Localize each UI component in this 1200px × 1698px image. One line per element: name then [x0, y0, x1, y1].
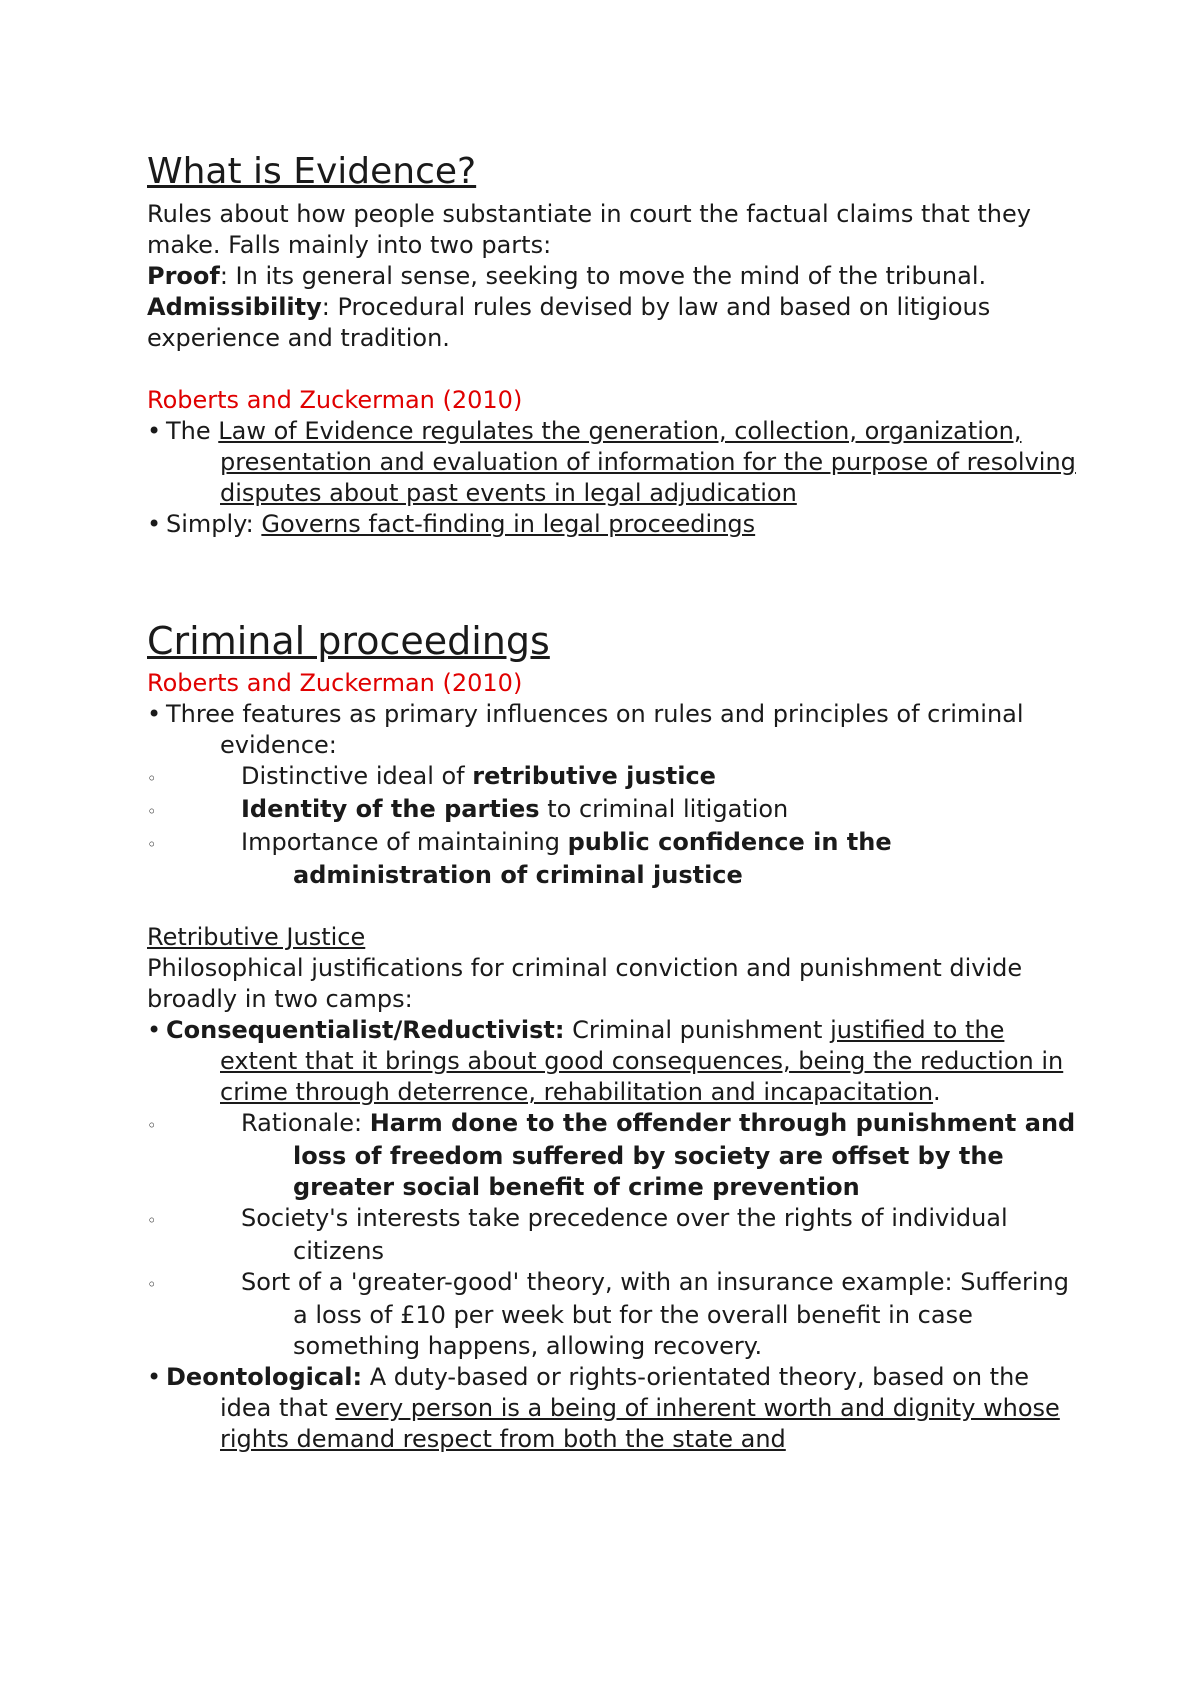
deontological-label: Deontological:: [166, 1363, 363, 1391]
emphasis-text: Harm done to the offender through punishment and loss of freedom suffered by society are offset by the greater social benefit of crime prevention: [293, 1109, 1076, 1201]
definition-text: every person is a being of inherent worth and dignity whose rights demand respect from both the state and: [220, 1394, 1060, 1453]
sub-list-item: [147, 827, 1077, 891]
proof-label: Proof: [147, 262, 220, 290]
bullet-icon: •: [147, 510, 162, 538]
consequentialist-label: Consequentialist/Reductivist:: [166, 1016, 565, 1044]
reference-heading: Roberts and Zuckerman (2010): [147, 386, 523, 414]
sub-list-item: [147, 1203, 1077, 1267]
reference-heading: Roberts and Zuckerman (2010): [147, 669, 523, 697]
bullet-icon: •: [147, 1016, 162, 1044]
list-item-text: to criminal litigation: [539, 795, 789, 823]
circle-bullet-icon: ◦: [147, 1211, 157, 1230]
circle-bullet-icon: ◦: [147, 1275, 157, 1294]
sub-list-item: [147, 761, 1077, 794]
circle-bullet-icon: ◦: [147, 1116, 157, 1135]
document-content: [147, 145, 1077, 1455]
bullet-icon: •: [147, 1363, 162, 1391]
intro-paragraph: Rules about how people substantiate in court the factual claims that they make. Falls mainly into two parts:: [147, 200, 1031, 259]
emphasis-text: Identity of the parties: [241, 795, 540, 823]
circle-bullet-icon: ◦: [147, 769, 157, 788]
list-item-text: The: [166, 417, 219, 445]
circle-bullet-icon: ◦: [147, 802, 157, 821]
bullet-icon: •: [147, 417, 162, 445]
sub-list-item: [147, 1267, 1077, 1362]
list-item: [147, 699, 1077, 761]
list-item: [147, 509, 1077, 540]
definition-text: Governs fact-finding in legal proceedings: [261, 510, 756, 538]
list-item-text: Simply:: [166, 510, 262, 538]
list-item-text: Three features as primary influences on rules and principles of criminal evidence:: [166, 700, 1024, 759]
emphasis-text: retributive justice: [472, 762, 716, 790]
definition-text: justified to the extent that it brings about good consequences, being the reduction in crime through deterrence, rehabilitation and incapacitation: [220, 1016, 1064, 1106]
list-item-text: Sort of a 'greater-good' theory, with an insurance example: Suffering a loss of £10 per week but for the overall benefit in case something happens, allowing recovery.: [241, 1268, 1069, 1360]
sub-list-item: [147, 1108, 1077, 1203]
list-item-text: .: [933, 1078, 941, 1106]
list-item-text: A duty-based or rights-orientated theory, based on the idea that: [220, 1363, 1030, 1422]
subheading-retributive-justice: Retributive Justice: [147, 923, 366, 951]
sub-list-item: [147, 794, 1077, 827]
list-item: [147, 416, 1077, 509]
proof-text: : In its general sense, seeking to move the mind of the tribunal.: [219, 262, 987, 290]
list-item-text: Society's interests take precedence over the rights of individual citizens: [241, 1204, 1008, 1265]
heading-what-is-evidence: What is Evidence?: [147, 151, 477, 192]
bullet-icon: •: [147, 700, 162, 728]
heading-criminal-proceedings: Criminal proceedings: [147, 619, 550, 663]
list-item-text: Distinctive ideal of: [241, 762, 473, 790]
list-item-text: Rationale:: [241, 1109, 370, 1137]
admissibility-paragraph: [147, 292, 1077, 354]
proof-paragraph: [147, 261, 1077, 292]
admissibility-text: : Procedural rules devised by law and based on litigious experience and tradition.: [147, 293, 991, 352]
definition-text: Law of Evidence regulates the generation, collection, organization, presentation and evaluation of information for the purpose of resolving disputes about past events in legal adjudication: [218, 417, 1076, 507]
list-item-text: Criminal punishment: [564, 1016, 831, 1044]
admissibility-label: Admissibility: [147, 293, 322, 321]
list-item: [147, 1362, 1077, 1455]
emphasis-text: public confidence in the administration of criminal justice: [293, 828, 892, 889]
circle-bullet-icon: ◦: [147, 835, 157, 854]
list-item-text: Importance of maintaining: [241, 828, 568, 856]
retributive-intro: Philosophical justifications for criminal conviction and punishment divide broadly in two camps:: [147, 954, 1023, 1013]
list-item: [147, 1015, 1077, 1108]
